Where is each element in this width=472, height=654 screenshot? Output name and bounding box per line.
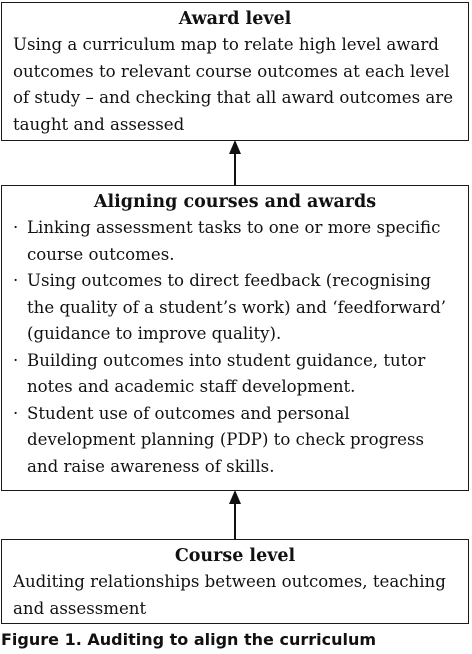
list-item-text: Linking assessment tasks to one or more specific course outcomes. (27, 218, 441, 264)
aligning-courses-box (1, 185, 469, 491)
list-item (13, 268, 460, 348)
bullet-icon: · (13, 271, 19, 290)
bullet-icon: · (13, 350, 19, 370)
figure-caption: Figure 1. Auditing to align the curriculum (1, 630, 377, 649)
course-level-box (1, 539, 469, 624)
award-level-title: Award level (178, 9, 292, 29)
list-item (13, 348, 460, 401)
arrow-up-icon (225, 490, 245, 539)
arrow-up-icon (225, 140, 245, 185)
list-item-text: Using outcomes to direct feedback (recognising the quality of a student’s work) and ‘feedforward’ (guidance to improve quality). (27, 271, 446, 343)
course-level-title: Course level (174, 546, 296, 566)
list-item-text: Building outcomes into student guidance, tutor notes and academic staff development. (27, 350, 426, 396)
list-item-text: Student use of outcomes and personal development planning (PDP) to check progress and raise awareness of skills. (27, 403, 424, 476)
list-item (13, 401, 460, 481)
bullet-icon: · (13, 403, 19, 423)
bullet-icon: · (13, 218, 19, 237)
aligning-points-list (2, 215, 468, 480)
course-level-text: Auditing relationships between outcomes, teaching and assessment (13, 572, 446, 618)
list-item (13, 215, 460, 268)
award-level-text: Using a curriculum map to relate high level award outcomes to relevant course outcomes at each level of study – and checking that all award outcomes are taught and assessed (13, 35, 454, 134)
award-level-box (1, 2, 469, 141)
aligning-courses-title: Aligning courses and awards (93, 192, 377, 212)
